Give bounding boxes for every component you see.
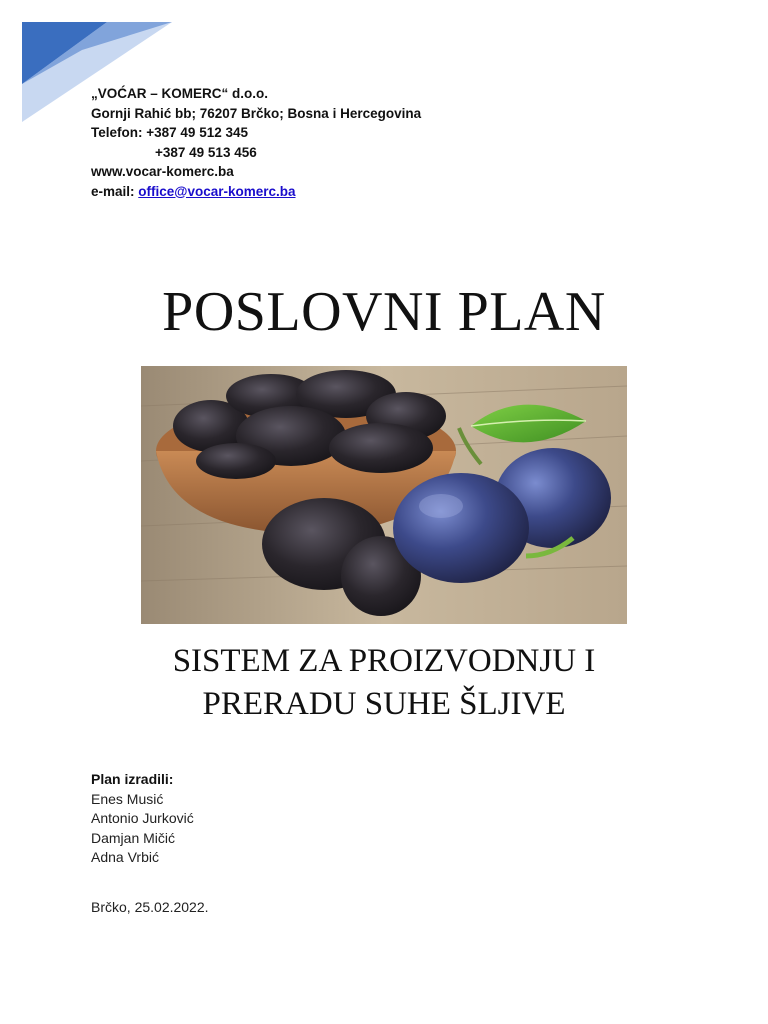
subtitle-line-2: PRERADU SUHE ŠLJIVE bbox=[202, 686, 566, 722]
authors-heading: Plan izradili: bbox=[91, 771, 174, 787]
phone-number-2: +387 49 513 456 bbox=[155, 144, 257, 160]
company-contact-block bbox=[91, 84, 421, 201]
author-name: Adna Vrbić bbox=[91, 849, 159, 865]
document-subtitle bbox=[0, 640, 768, 726]
prunes-and-plums-image bbox=[141, 366, 627, 624]
company-website: www.vocar-komerc.ba bbox=[91, 164, 234, 179]
email-link[interactable]: office@vocar-komerc.ba bbox=[138, 183, 296, 199]
authors-block bbox=[91, 770, 194, 868]
author-name: Damjan Mičić bbox=[91, 829, 176, 846]
phone-label: Telefon: bbox=[91, 125, 143, 140]
subtitle-line-1: SISTEM ZA PROIZVODNJU I bbox=[172, 643, 596, 679]
author-name: Enes Musić bbox=[91, 790, 164, 807]
phone-number-1: +387 49 512 345 bbox=[146, 125, 248, 140]
email-label: e-mail: bbox=[91, 183, 135, 199]
company-email-row bbox=[91, 182, 421, 202]
place-and-date: Brčko, 25.02.2022. bbox=[91, 899, 209, 915]
company-phone-1 bbox=[91, 123, 421, 143]
company-address: Gornji Rahić bb; 76207 Brčko; Bosna i Hercegovina bbox=[91, 105, 422, 121]
document-title: POSLOVNI PLAN bbox=[162, 281, 606, 343]
author-name: Antonio Jurković bbox=[91, 810, 194, 826]
company-name: „VOĆAR – KOMERC“ d.o.o. bbox=[91, 86, 269, 101]
